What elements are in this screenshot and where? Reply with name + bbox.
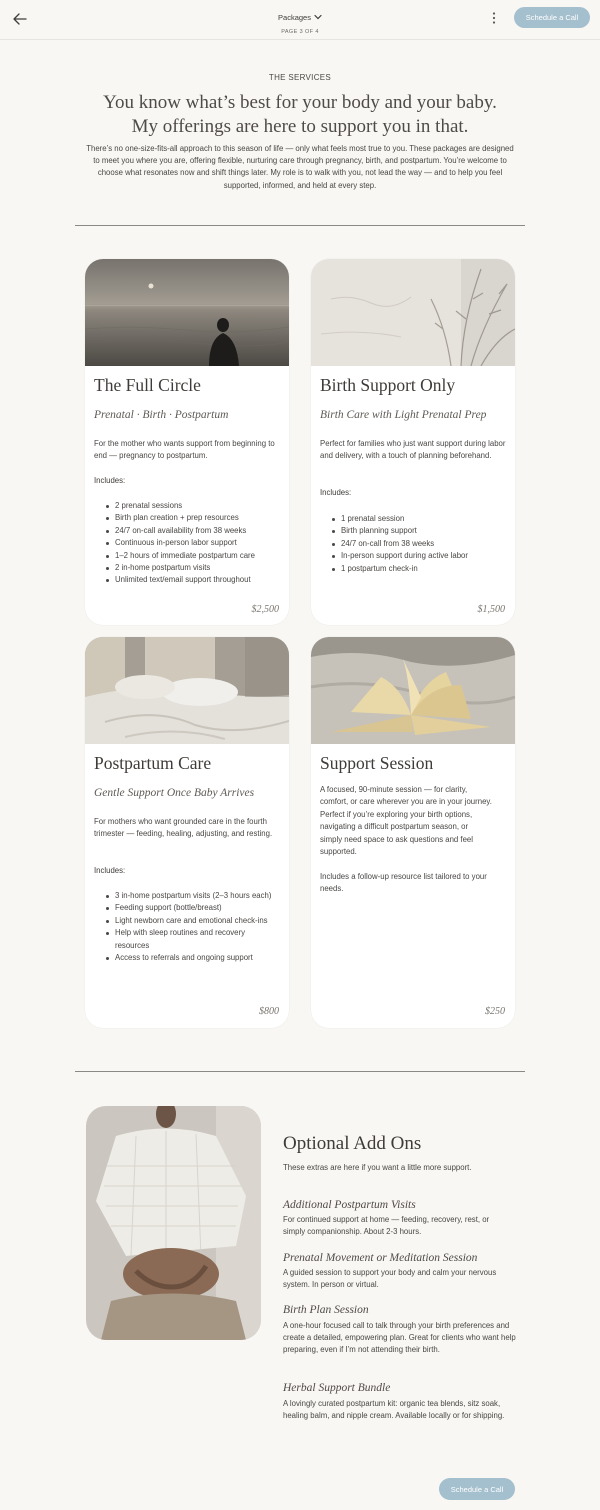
list-item: Unlimited text/email support throughout (106, 574, 284, 586)
addon-title: Herbal Support Bundle (283, 1382, 391, 1394)
page-title: Packages (278, 13, 311, 22)
list-item: Continuous in-person labor support (106, 537, 284, 549)
package-note: Includes a follow-up resource list tailored to your needs. (320, 872, 487, 894)
intro-text: There’s no one-size-fits-all approach to this season of life — only what feels most true to you. These packages are designed to meet you where you are, offering flexible, nurturing care through pregnancy, birth, and postpartum. You’re welcome to choose what resonates now and shift things later. My role is to walk with you, not lead the way — and to help you feel supported, informed, and held at every step. (86, 144, 514, 190)
list-item: 1 prenatal session (332, 513, 510, 525)
includes-label: Includes: (94, 476, 126, 485)
addons-intro: These extras are here if you want a little more support. (283, 1163, 472, 1172)
chevron-down-icon (314, 13, 322, 22)
addon-description: A lovingly curated postpartum kit: organic tea blends, sitz soak, healing balm, and nipple cream. Available locally or for shipping. (283, 1399, 505, 1421)
package-subtitle: Gentle Support Once Baby Arrives (94, 787, 255, 799)
wall-shadow-image (311, 259, 515, 366)
package-title: The Full Circle (94, 375, 201, 395)
list-item: 24/7 on-call availability from 38 weeks (106, 525, 284, 537)
includes-label: Includes: (320, 488, 352, 497)
page-switcher (240, 7, 360, 35)
list-item: Birth planning support (332, 525, 510, 537)
list-item: Light newborn care and emotional check-ins (106, 915, 276, 927)
package-price: $1,500 (477, 604, 505, 615)
schedule-call-button-bottom[interactable]: Schedule a Call (439, 1478, 515, 1500)
list-item: 1 postpartum check-in (332, 563, 510, 575)
addon-description: A one-hour focused call to talk through your birth preferences and create a detailed, empowering plan. Great for clients who want help preparing, even if I’m not attending their birth. (283, 1321, 516, 1355)
includes-list (332, 513, 510, 575)
package-price: $800 (259, 1006, 279, 1017)
addons-title: Optional Add Ons (283, 1133, 422, 1154)
section-eyebrow: THE SERVICES (268, 73, 332, 82)
bedroom-image (85, 637, 289, 744)
package-description: For mothers who want grounded care in the fourth trimester — feeding, healing, adjusting, and resting. (94, 817, 273, 839)
list-item: In-person support during active labor (332, 550, 510, 562)
pregnant-belly-image (86, 1106, 261, 1340)
list-item: Access to referrals and ongoing support (106, 952, 276, 964)
ocean-sunset-image (85, 259, 289, 366)
open-book-image (311, 637, 515, 744)
addon-description: For continued support at home — feeding, recovery, rest, or simply companionship. About 2-3 hours. (283, 1215, 490, 1237)
package-title: Birth Support Only (320, 375, 456, 395)
addon-title: Additional Postpartum Visits (283, 1199, 416, 1211)
includes-list (106, 890, 276, 964)
package-description: A focused, 90-minute session — for clarity, comfort, or care wherever you are in your journey. Perfect if you’re exploring your birth options, navigating a difficult postpartum season, or simply need space to ask questions and feel supported. (320, 785, 492, 857)
list-item: 3 in-home postpartum visits (2–3 hours each) (106, 890, 276, 902)
package-title: Support Session (320, 753, 434, 773)
package-subtitle: Birth Care with Light Prenatal Prep (320, 409, 487, 421)
package-subtitle: Prenatal · Birth · Postpartum (94, 409, 229, 421)
package-description: Perfect for families who just want support during labor and delivery, with a touch of planning beforehand. (320, 439, 506, 461)
package-description: For the mother who wants support from beginning to end — pregnancy to postpartum. (94, 439, 275, 461)
headline-line-1: You know what’s best for your body and your baby. (103, 92, 497, 113)
page-menu-toggle[interactable] (278, 13, 322, 22)
addon-description: A guided session to support your body and calm your nervous system. In person or virtual. (283, 1268, 497, 1290)
list-item: 1–2 hours of immediate postpartum care (106, 550, 284, 562)
list-item: 2 in-home postpartum visits (106, 562, 284, 574)
package-price: $2,500 (251, 604, 279, 615)
package-card-birth-support (311, 259, 515, 625)
list-item: Feeding support (bottle/breast) (106, 902, 276, 914)
package-card-support-session (311, 637, 515, 1028)
package-card-postpartum (85, 637, 289, 1028)
addon-title: Birth Plan Session (283, 1304, 369, 1316)
list-item: 2 prenatal sessions (106, 500, 284, 512)
list-item: Help with sleep routines and recovery resources (106, 927, 276, 952)
package-title: Postpartum Care (94, 753, 212, 773)
package-card-full-circle (85, 259, 289, 625)
list-item: Birth plan creation + prep resources (106, 512, 284, 524)
schedule-call-button[interactable]: Schedule a Call (514, 7, 590, 28)
section-divider (75, 1071, 525, 1072)
page-indicator: PAGE 3 OF 4 (281, 29, 319, 35)
package-price: $250 (485, 1006, 505, 1017)
back-arrow-icon[interactable] (10, 9, 30, 29)
more-options-icon[interactable] (488, 10, 500, 26)
addon-title: Prenatal Movement or Meditation Session (283, 1252, 478, 1264)
headline-line-2: My offerings are here to support you in that. (131, 116, 469, 137)
top-bar (0, 0, 600, 40)
includes-label: Includes: (94, 866, 126, 875)
list-item: 24/7 on-call from 38 weeks (332, 538, 510, 550)
page-headline (60, 91, 540, 139)
section-divider (75, 225, 525, 226)
includes-list (106, 500, 284, 587)
